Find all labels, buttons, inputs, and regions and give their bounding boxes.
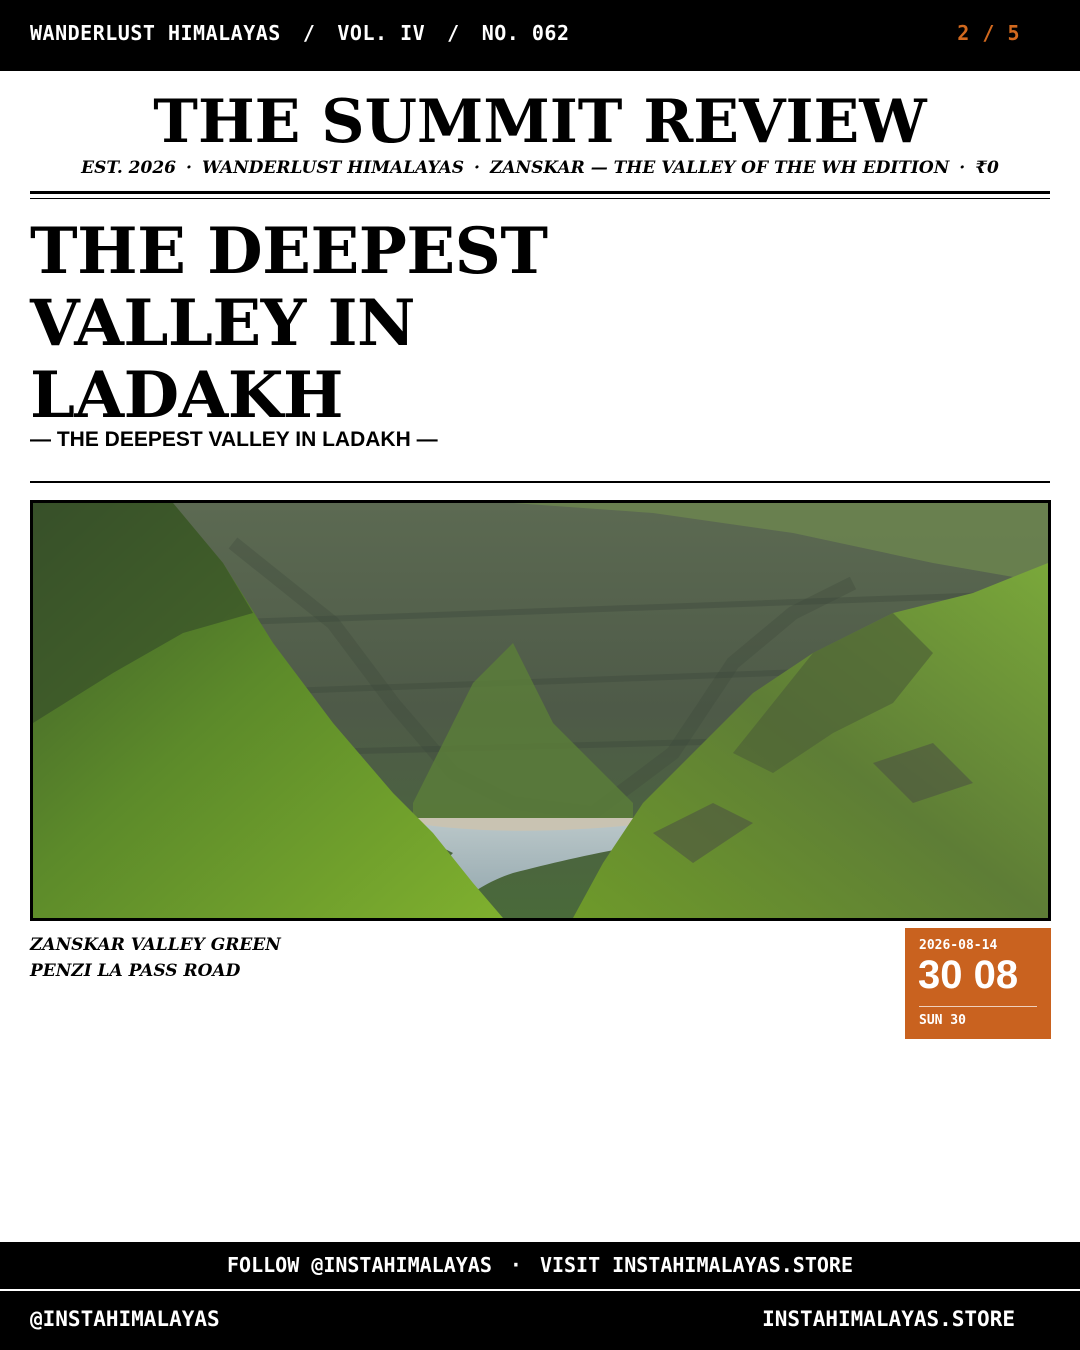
- valley-photo: [30, 500, 1051, 921]
- date-day: SUN 30: [919, 1013, 966, 1028]
- established-label: EST. 2026: [81, 158, 177, 178]
- dot-separator: ·: [186, 158, 192, 178]
- edition-label: ZANSKAR — THE VALLEY OF THE WH EDITION: [489, 158, 950, 178]
- page-counter: 2 / 5: [957, 21, 1020, 45]
- dot-separator: ·: [474, 158, 480, 178]
- volume-label: VOL. IV: [337, 21, 426, 45]
- follow-link[interactable]: FOLLOW @INSTAHIMALAYAS: [226, 1253, 492, 1277]
- issue-info: [30, 21, 570, 45]
- article-kicker: — THE DEEPEST VALLEY IN LADAKH —: [30, 428, 438, 451]
- headline-line: THE DEEPEST: [30, 214, 548, 289]
- caption-line: PENZI LA PASS ROAD: [30, 961, 241, 981]
- photo-caption: [30, 932, 430, 984]
- store-link[interactable]: INSTAHIMALAYAS.STORE: [762, 1307, 1015, 1331]
- divider: [30, 198, 1050, 199]
- dot-separator: ·: [509, 1253, 522, 1277]
- top-bar: [0, 0, 1080, 71]
- social-handle-link[interactable]: @INSTAHIMALAYAS: [30, 1307, 220, 1331]
- date-badge: [905, 928, 1051, 1039]
- masthead-title: THE SUMMIT REVIEW: [153, 87, 927, 157]
- masthead-tagline: [0, 158, 1080, 178]
- visit-link[interactable]: VISIT INSTAHIMALAYAS.STORE: [539, 1253, 854, 1277]
- headline-line: VALLEY IN: [30, 286, 416, 361]
- separator: /: [447, 21, 460, 45]
- issue-number: NO. 062: [481, 21, 570, 45]
- date-iso: 2026-08-14: [919, 938, 998, 953]
- divider: [30, 191, 1050, 194]
- tagline-brand: WANDERLUST HIMALAYAS: [201, 158, 465, 178]
- caption-line: ZANSKAR VALLEY GREEN: [30, 935, 281, 955]
- price-label: ₹0: [975, 158, 999, 178]
- footer-bar: [0, 1291, 1080, 1350]
- brand-name: WANDERLUST HIMALAYAS: [30, 21, 281, 45]
- valley-illustration: [33, 503, 1048, 918]
- article-headline: [30, 216, 650, 432]
- headline-line: LADAKH: [30, 358, 343, 433]
- separator: /: [302, 21, 316, 45]
- divider: [919, 1006, 1037, 1007]
- dot-separator: ·: [959, 158, 966, 178]
- divider: [30, 481, 1050, 483]
- date-large: 30 08: [918, 953, 1019, 997]
- follow-bar: [0, 1242, 1080, 1289]
